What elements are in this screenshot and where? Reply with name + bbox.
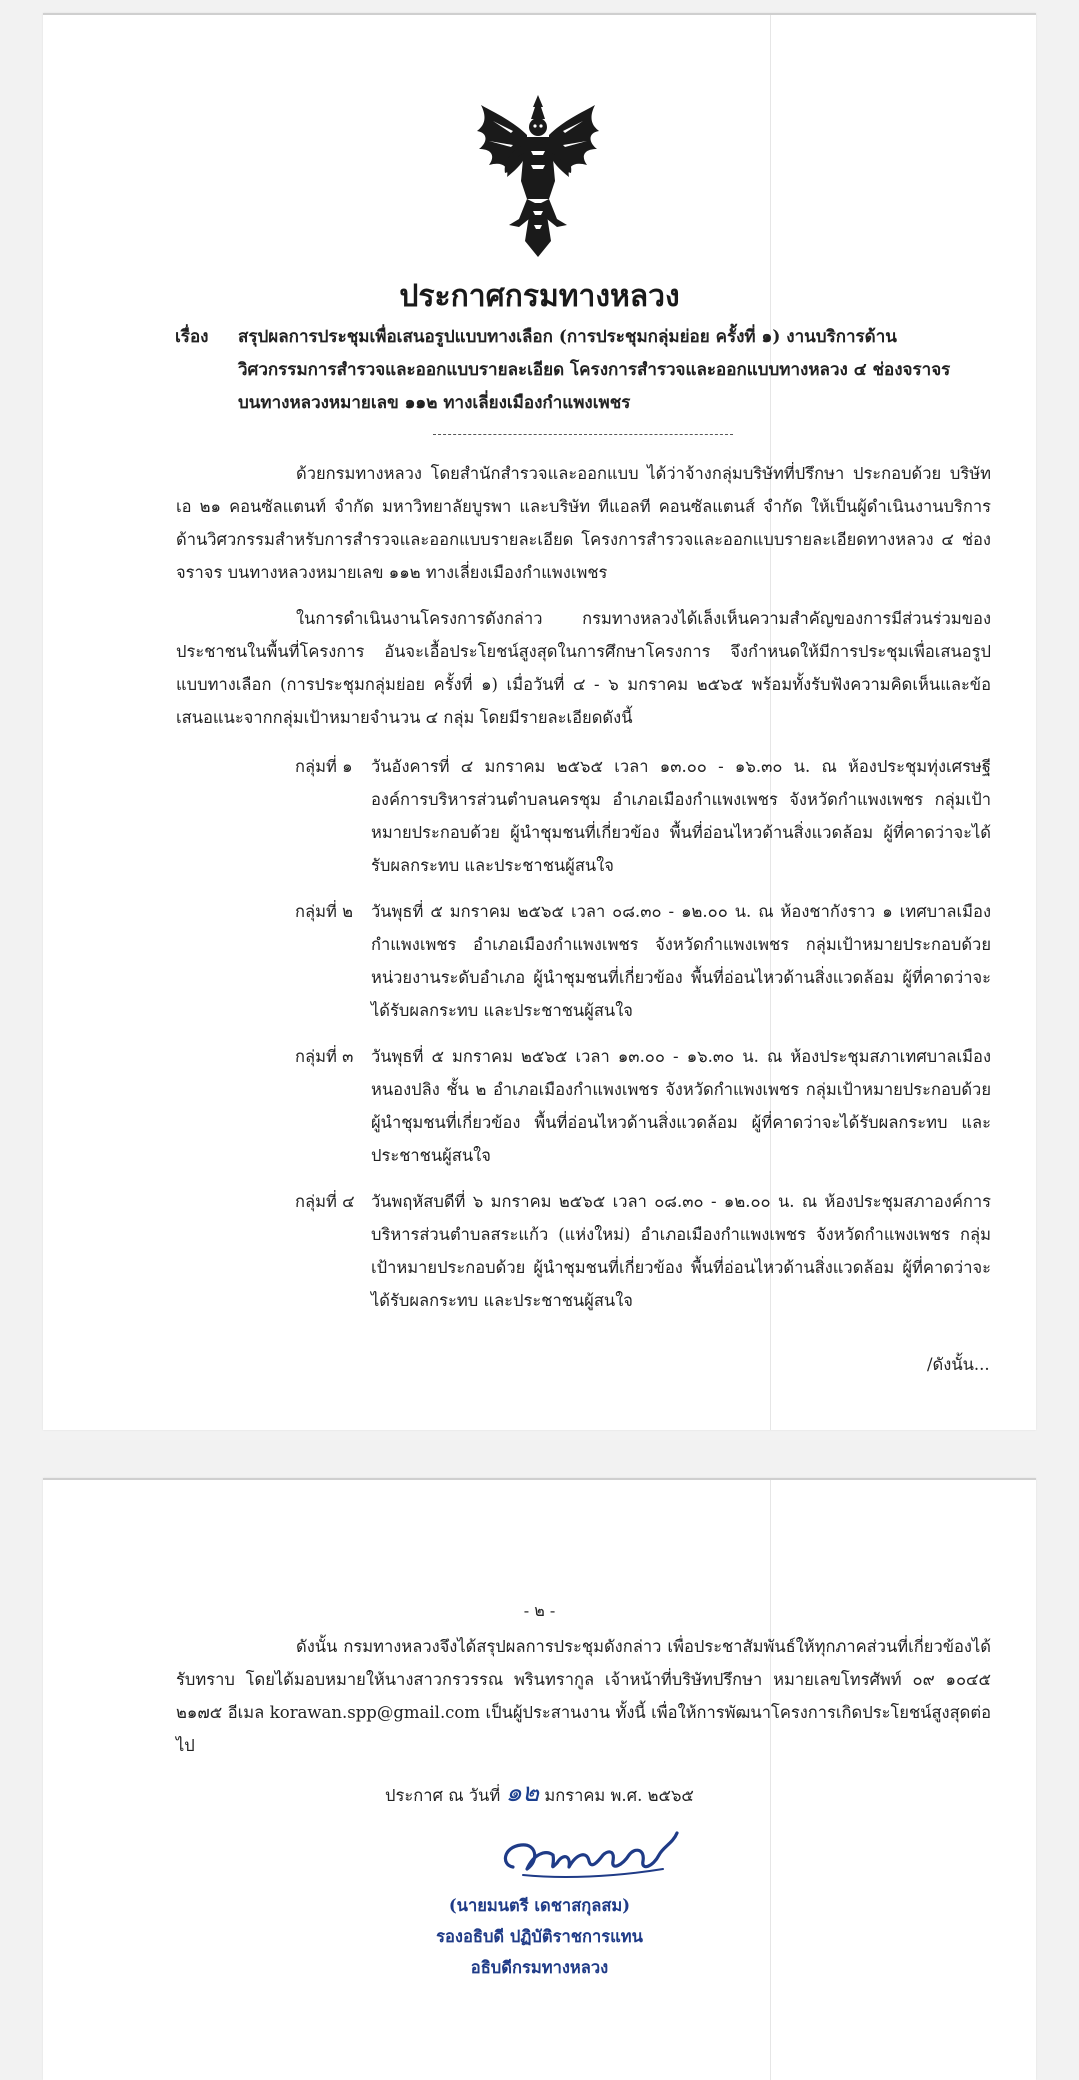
page-number: - ๒ - <box>523 1601 556 1620</box>
group-label: กลุ่มที่ ๑ <box>295 757 353 776</box>
document-page-2 <box>43 1478 1036 2080</box>
group-label: กลุ่มที่ ๔ <box>295 1192 355 1211</box>
handwritten-day: ๑๒ <box>505 1778 540 1808</box>
announcement-prefix: ประกาศ ณ วันที่ <box>385 1786 501 1805</box>
group-details: วันพุธที่ ๕ มกราคม ๒๕๖๕ เวลา ๐๘.๓๐ - ๑๒.๐๐ น. ณ ห้องชากังราว ๑ เทศบาลเมืองกำแพงเพชร อำเภอเมืองกำแพงเพชร จังหวัดกำแพงเพชร กลุ่มเป้าหมายประกอบด้วย หน่วยงานระดับอำเภอ ผู้นำชุมชนที่เกี่ยวข้อง พื้นที่อ่อนไหวด้านสิ่งแวดล้อม ผู้ที่คาดว่าจะได้รับผลกระทบ และประชาชนผู้สนใจ <box>371 902 991 1020</box>
subject-line: บนทางหลวงหมายเลข ๑๑๒ ทางเลี่ยงเมืองกำแพงเพชร <box>238 393 631 413</box>
group-details: วันอังคารที่ ๔ มกราคม ๒๕๖๕ เวลา ๑๓.๐๐ - ๑๖.๓๐ น. ณ ห้องประชุมทุ่งเศรษฐี องค์การบริหารส่วนตำบลนครชุม อำเภอเมืองกำแพงเพชร จังหวัดกำแพงเพชร กลุ่มเป้าหมายประกอบด้วย ผู้นำชุมชนที่เกี่ยวข้อง พื้นที่อ่อนไหวด้านสิ่งแวดล้อม ผู้ที่คาดว่าจะได้รับผลกระทบ และประชาชนผู้สนใจ <box>371 757 991 875</box>
group-label: กลุ่มที่ ๓ <box>295 1047 354 1066</box>
subject-label: เรื่อง <box>175 327 209 347</box>
paragraph-intro: ด้วยกรมทางหลวง โดยสำนักสำรวจและออกแบบ ได้ว่าจ้างกลุ่มบริษัทที่ปรึกษา ประกอบด้วย บริษัท เอ ๒๑ คอนซัลแตนท์ จำกัด มหาวิทยาลัยบูรพา และบริษัท ทีแอลที คอนซัลแตนส์ จำกัด ให้เป็นผู้ดำเนินงานบริการด้านวิศวกรรมสำหรับการสำรวจและออกแบบรายละเอียด โครงการสำรวจและออกแบบรายละเอียดทางหลวง ๔ ช่องจราจร บนทางหลวงหมายเลข ๑๑๒ ทางเลี่ยงเมืองกำแพงเพชร <box>176 464 991 582</box>
signer-organization: อธิบดีกรมทางหลวง <box>470 1958 609 1977</box>
group-details: วันพฤหัสบดีที่ ๖ มกราคม ๒๕๖๕ เวลา ๐๘.๓๐ - ๑๒.๐๐ น. ณ ห้องประชุมสภาองค์การบริหารส่วนตำบลสระแก้ว (แห่งใหม่) อำเภอเมืองกำแพงเพชร จังหวัดกำแพงเพชร กลุ่มเป้าหมายประกอบด้วย ผู้นำชุมชนที่เกี่ยวข้อง พื้นที่อ่อนไหวด้านสิ่งแวดล้อม ผู้ที่คาดว่าจะได้รับผลกระทบ และประชาชนผู้สนใจ <box>371 1192 991 1310</box>
announcement-suffix: มกราคม พ.ศ. ๒๕๖๕ <box>544 1786 694 1805</box>
signer-position: รองอธิบดี ปฏิบัติราชการแทน <box>436 1927 643 1946</box>
group-label: กลุ่มที่ ๒ <box>295 902 353 921</box>
garuda-emblem-icon <box>473 91 603 261</box>
paragraph-conclusion: ดังนั้น กรมทางหลวงจึงได้สรุปผลการประชุมดังกล่าว เพื่อประชาสัมพันธ์ให้ทุกภาคส่วนที่เกี่ยวข้องได้รับทราบ โดยได้มอบหมายให้นางสาวกรวรรณ พรินทรากูล เจ้าหน้าที่บริษัทปรึกษา หมายเลขโทรศัพท์ ๐๙ ๑๐๔๕ ๒๑๗๕ อีเมล korawan.spp@gmail.com เป็นผู้ประสานงาน ทั้งนี้ เพื่อให้การพัฒนาโครงการเกิดประโยชน์สูงสุดต่อไป <box>176 1637 991 1755</box>
meeting-group-1 <box>295 750 991 882</box>
subject-text <box>238 321 958 420</box>
document-title: ประกาศกรมทางหลวง <box>399 279 680 314</box>
announcement-date <box>43 1772 1036 1813</box>
subject-line: วิศวกรรมการสำรวจและออกแบบรายละเอียด โครงการสำรวจและออกแบบทางหลวง ๔ ช่องจราจร <box>238 360 951 380</box>
group-details: วันพุธที่ ๕ มกราคม ๒๕๖๕ เวลา ๑๓.๐๐ - ๑๖.๓๐ น. ณ ห้องประชุมสภาเทศบาลเมืองหนองปลิง ชั้น ๒ อำเภอเมืองกำแพงเพชร จังหวัดกำแพงเพชร กลุ่มเป้าหมายประกอบด้วย ผู้นำชุมชนที่เกี่ยวข้อง พื้นที่อ่อนไหวด้านสิ่งแวดล้อม ผู้ที่คาดว่าจะได้รับผลกระทบ และประชาชนผู้สนใจ <box>371 1047 991 1165</box>
separator-line <box>433 434 733 435</box>
subject-line: สรุปผลการประชุมเพื่อเสนอรูปแบบทางเลือก (การประชุมกลุ่มย่อย ครั้งที่ ๑) งานบริการด้าน <box>238 327 897 347</box>
paragraph-meeting: ในการดำเนินงานโครงการดังกล่าว กรมทางหลวงได้เล็งเห็นความสำคัญของการมีส่วนร่วมของประชาชนในพื้นที่โครงการ อันจะเอื้อประโยชน์สูงสุดในการศึกษาโครงการ จึงกำหนดให้มีการประชุมเพื่อเสนอรูปแบบทางเลือก (การประชุมกลุ่มย่อย ครั้งที่ ๑) เมื่อวันที่ ๔ - ๖ มกราคม ๒๕๖๕ พร้อมทั้งรับฟังความคิดเห็นและข้อเสนอแนะจากกลุ่มเป้าหมายจำนวน ๔ กลุ่ม โดยมีรายละเอียดดังนี้ <box>176 609 991 727</box>
meeting-group-4 <box>295 1185 991 1317</box>
signature-icon <box>493 1825 703 1885</box>
document-page-1 <box>43 13 1036 1430</box>
continued-marker: /ดังนั้น... <box>927 1355 990 1374</box>
signer-name: (นายมนตรี เดชาสกุลสม) <box>448 1896 631 1915</box>
meeting-group-3 <box>295 1040 991 1172</box>
meeting-group-2 <box>295 895 991 1027</box>
